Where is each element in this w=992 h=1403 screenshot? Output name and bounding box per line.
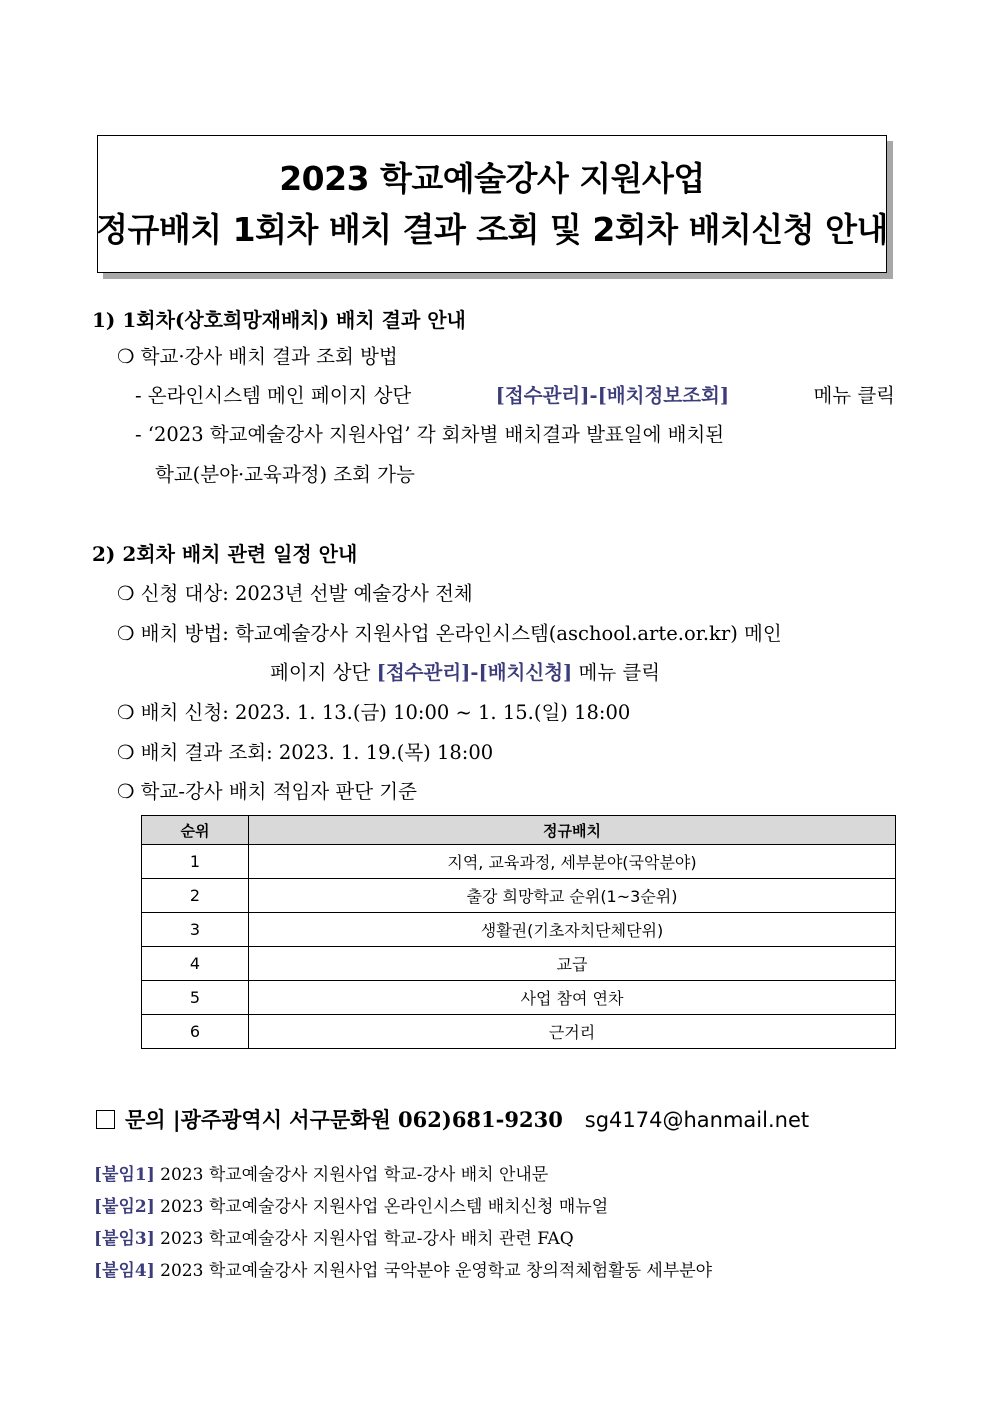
- table-cell-rank: 1: [142, 845, 249, 879]
- contact-email: sg4174@hanmail.net: [584, 1108, 810, 1132]
- attachment-3: [94, 1226, 574, 1252]
- table-cell-rank: 4: [142, 947, 249, 981]
- table-cell-rank: 2: [142, 879, 249, 913]
- section1-item2-line2: 학교(분야·교육과정) 조회 가능: [155, 463, 415, 486]
- table-row: [142, 947, 896, 981]
- attachment-2: [94, 1194, 608, 1220]
- table-cell-criterion: 근거리: [249, 1015, 896, 1049]
- attachment-text: 2023 학교예술강사 지원사업 온라인시스템 배치신청 매뉴얼: [154, 1197, 609, 1217]
- section2-target: ❍ 신청 대상: 2023년 선발 예술강사 전체: [117, 582, 473, 605]
- table-cell-criterion: 교급: [249, 947, 896, 981]
- checkbox-icon: [96, 1110, 115, 1129]
- table-row: [142, 1015, 896, 1049]
- attachment-tag: [붙임4]: [94, 1261, 155, 1281]
- section2-method-line2: [270, 660, 660, 686]
- table-header-row: [142, 816, 896, 845]
- section2-criteria: ❍ 학교-강사 배치 적임자 판단 기준: [117, 780, 417, 803]
- table-row: [142, 913, 896, 947]
- table-header-placement: 정규배치: [249, 816, 896, 845]
- title-line-1: 2023 학교예술강사 지원사업: [279, 159, 705, 198]
- table-cell-criterion: 생활권(기초자치단체단위): [249, 913, 896, 947]
- section2-method-line1: ❍ 배치 방법: 학교예술강사 지원사업 온라인시스템(aschool.arte.or.kr) 메인: [117, 622, 782, 645]
- title-box: [97, 135, 887, 273]
- table-cell-criterion: 지역, 교육과정, 세부분야(국악분야): [249, 845, 896, 879]
- attachment-text: 2023 학교예술강사 지원사업 학교-강사 배치 관련 FAQ: [154, 1229, 574, 1249]
- table-cell-rank: 3: [142, 913, 249, 947]
- section1-item1-prefix: - 온라인시스템 메인 페이지 상단: [135, 384, 412, 407]
- contact-separator: |: [172, 1108, 181, 1132]
- title-line-2: 정규배치 1회차 배치 결과 조회 및 2회차 배치신청 안내: [96, 210, 888, 249]
- table-header-rank: 순위: [142, 816, 249, 845]
- section2-method-suffix: 메뉴 클릭: [572, 661, 661, 684]
- contact-line: [96, 1106, 809, 1134]
- section2-result: ❍ 배치 결과 조회: 2023. 1. 19.(목) 18:00: [117, 741, 494, 764]
- section1-item1: [135, 383, 895, 409]
- section2-heading: 2) 2회차 배치 관련 일정 안내: [92, 542, 358, 566]
- contact-org: 광주광역시 서구문화원 062)681-9230: [180, 1107, 563, 1132]
- table-cell-criterion: 출강 희망학교 순위(1~3순위): [249, 879, 896, 913]
- table-cell-rank: 5: [142, 981, 249, 1015]
- contact-label: 문의: [125, 1107, 166, 1132]
- section1-heading: 1) 1회차(상호희망재배치) 배치 결과 안내: [92, 308, 466, 332]
- table-cell-criterion: 사업 참여 연차: [249, 981, 896, 1015]
- attachment-tag: [붙임3]: [94, 1229, 155, 1249]
- attachment-1: [94, 1162, 548, 1188]
- table-row: [142, 845, 896, 879]
- section2-apply: ❍ 배치 신청: 2023. 1. 13.(금) 10:00 ~ 1. 15.(일) 18:00: [117, 701, 631, 724]
- criteria-table: [141, 815, 896, 1049]
- table-cell-rank: 6: [142, 1015, 249, 1049]
- attachment-text: 2023 학교예술강사 지원사업 학교-강사 배치 안내문: [154, 1165, 549, 1185]
- table-row: [142, 879, 896, 913]
- section2-method-menu: [접수관리]-[배치신청]: [376, 661, 573, 684]
- section2-method-prefix: 페이지 상단: [270, 661, 377, 684]
- section1-item2-line1: - ‘2023 학교예술강사 지원사업’ 각 회차별 배치결과 발표일에 배치된: [135, 423, 725, 446]
- table-row: [142, 981, 896, 1015]
- attachment-4: [94, 1258, 712, 1284]
- attachment-tag: [붙임1]: [94, 1165, 155, 1185]
- section1-bullet: ❍ 학교·강사 배치 결과 조회 방법: [117, 345, 398, 368]
- section1-item1-suffix: 메뉴 클릭: [813, 384, 895, 407]
- attachment-tag: [붙임2]: [94, 1197, 155, 1217]
- section1-item1-menu: [접수관리]-[배치정보조회]: [495, 384, 730, 407]
- attachment-text: 2023 학교예술강사 지원사업 국악분야 운영학교 창의적체험활동 세부분야: [154, 1261, 713, 1281]
